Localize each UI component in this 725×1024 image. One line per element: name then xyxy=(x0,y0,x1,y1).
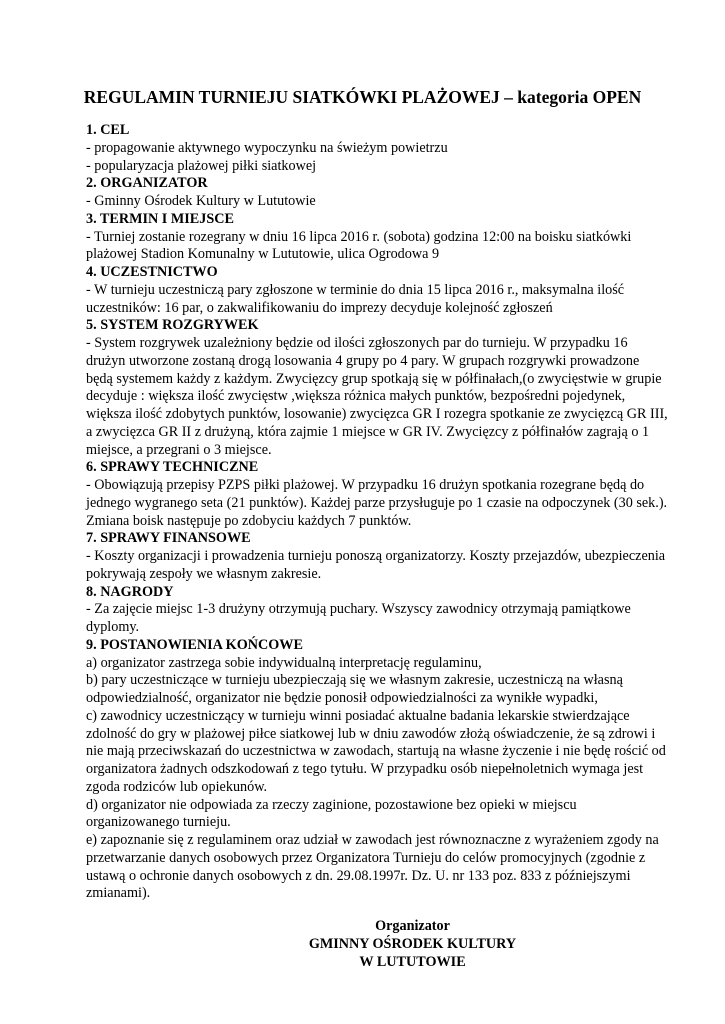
section-heading: 9. POSTANOWIENIA KOŃCOWE xyxy=(86,636,303,653)
body-line: - propagowanie aktywnego wypoczynku na świeżym powietrzu xyxy=(86,139,448,156)
signature-organization: GMINNY OŚRODEK KULTURY xyxy=(308,936,517,952)
body-line: odpowiedzialność, organizator nie będzie ponosił odpowiedzialności za wynikłe wypadki, xyxy=(86,690,598,706)
body-line: e) zapoznanie się z regulaminem oraz udział w zawodach jest równoznaczne z wyrażeniem zgody na xyxy=(86,832,659,848)
body-line: b) pary uczestniczące w turnieju ubezpieczają się we własnym zakresie, uczestniczą na własną xyxy=(86,672,623,689)
body-line: - Gminny Ośrodek Kultury w Lututowie xyxy=(86,193,316,209)
body-line: c) zawodnicy uczestniczący w turnieju winni posiadać aktualne badania lekarskie stwierdzające xyxy=(86,707,630,724)
section-heading: 6. SPRAWY TECHNICZNE xyxy=(86,459,259,476)
section-heading: 3. TERMIN I MIEJSCE xyxy=(86,210,234,227)
body-line: drużyn utworzone zostaną drogą losowania 4 grupy po 4 pary. W grupach rozgrywki prowadzone xyxy=(86,352,640,369)
body-line: - Koszty organizacji i prowadzenia turnieju ponoszą organizatorzy. Koszty przejazdów, ubezpieczenia xyxy=(86,548,666,564)
signature-location: W LUTUTOWIE xyxy=(359,954,466,970)
body-line: organizowanego turnieju. xyxy=(86,814,231,831)
body-line: zdolność do gry w plażowej piłce siatkowej lub w dniu zawodów złożą oświadczenie, że są zdrowi i xyxy=(86,725,656,742)
body-line: d) organizator nie odpowiada za rzeczy zaginione, pozostawione bez opieki w miejscu xyxy=(86,796,577,813)
body-line: decyduje : większa ilość zwycięstw ,większa różnica małych punktów, bezpośredni pojedynek, xyxy=(86,388,626,405)
section-heading: 8. NAGRODY xyxy=(86,583,174,600)
body-line: zmianami). xyxy=(86,885,151,902)
body-line: nie mają przeciwskazań do uczestnictwa w zawodach, startują na własne życzenie i nie będę rościć od xyxy=(86,743,666,760)
body-line: organizatora żadnych odszkodowań z tego tytułu. W przypadku osób niepełnoletnich wymaga jest xyxy=(86,761,644,777)
body-line: dyplomy. xyxy=(86,619,140,635)
section-heading: 7. SPRAWY FINANSOWE xyxy=(86,530,251,547)
body-line: Zmiana boisk następuje po zdobyciu każdych 7 punktów. xyxy=(86,512,412,529)
body-line: będą systemem każdy z każdym. Zwycięzcy grup spotkają się w półfinałach,(o zwycięstwie w grupie xyxy=(86,370,662,387)
body-line: uczestników: 16 par, o zakwalifikowaniu do imprezy decyduje kolejność zgłoszeń xyxy=(86,299,553,316)
body-line: większa ilość zdobytych punktów, losowanie) zwycięzca GR I rozegra spotkanie ze zwycięzcą GR III, xyxy=(86,406,668,422)
section-heading: 5. SYSTEM ROZGRYWEK xyxy=(86,317,259,334)
body-line: jednego wygranego seta (21 punktów). Każdej parze przysługuje po 1 czasie na odpoczynek (30 sek.). xyxy=(86,494,668,511)
body-line: - Za zajęcie miejsc 1-3 drużyny otrzymują puchary. Wszyscy zawodnicy otrzymają pamiątkowe xyxy=(86,601,631,618)
body-line: - Obowiązują przepisy PZPS piłki plażowej. W przypadku 16 drużyn spotkania rozegrane będą do xyxy=(86,477,645,493)
body-line: - System rozgrywek uzależniony będzie od ilości zgłoszonych par do turnieju. W przypadku 16 xyxy=(86,335,628,351)
document-title: REGULAMIN TURNIEJU SIATKÓWKI PLAŻOWEJ – kategoria OPEN xyxy=(83,87,642,107)
body-line: zgoda rodziców lub opiekunów. xyxy=(86,778,268,795)
signature-role: Organizator xyxy=(375,918,450,934)
section-heading: 1. CEL xyxy=(86,122,130,138)
body-line: ustawą o ochronie danych osobowych z dn. 29.08.1997r. Dz. U. nr 133 poz. 833 z późniejszymi xyxy=(86,867,631,884)
body-line: miejsce, a przegrani o 3 miejsce. xyxy=(86,441,272,458)
body-line: a) organizator zastrzega sobie indywidualną interpretację regulaminu, xyxy=(86,654,482,671)
section-heading: 4. UCZESTNICTWO xyxy=(86,264,218,280)
regulations-body xyxy=(86,122,668,903)
body-line: pokrywają zespoły we własnym zakresie. xyxy=(86,565,322,582)
body-line: a zwycięzca GR II z drużyną, która zajmie 1 miejsce w GR IV. Zwycięzcy z półfinałów zagrają o 1 xyxy=(86,423,650,440)
body-line: - W turnieju uczestniczą pary zgłoszone w terminie do dnia 15 lipca 2016 r., maksymalna ilość xyxy=(86,281,625,298)
signature-block xyxy=(0,917,725,971)
body-line: przetwarzanie danych osobowych przez Organizatora Turnieju do celów promocyjnych (zgodnie z xyxy=(86,849,646,866)
body-line: - Turniej zostanie rozegrany w dniu 16 lipca 2016 r. (sobota) godzina 12:00 na boisku siatkówki xyxy=(86,228,632,245)
body-line: plażowej Stadion Komunalny w Lututowie, ulica Ogrodowa 9 xyxy=(86,246,440,263)
body-line: - popularyzacja plażowej piłki siatkowej xyxy=(86,157,317,174)
section-heading: 2. ORGANIZATOR xyxy=(86,175,208,192)
